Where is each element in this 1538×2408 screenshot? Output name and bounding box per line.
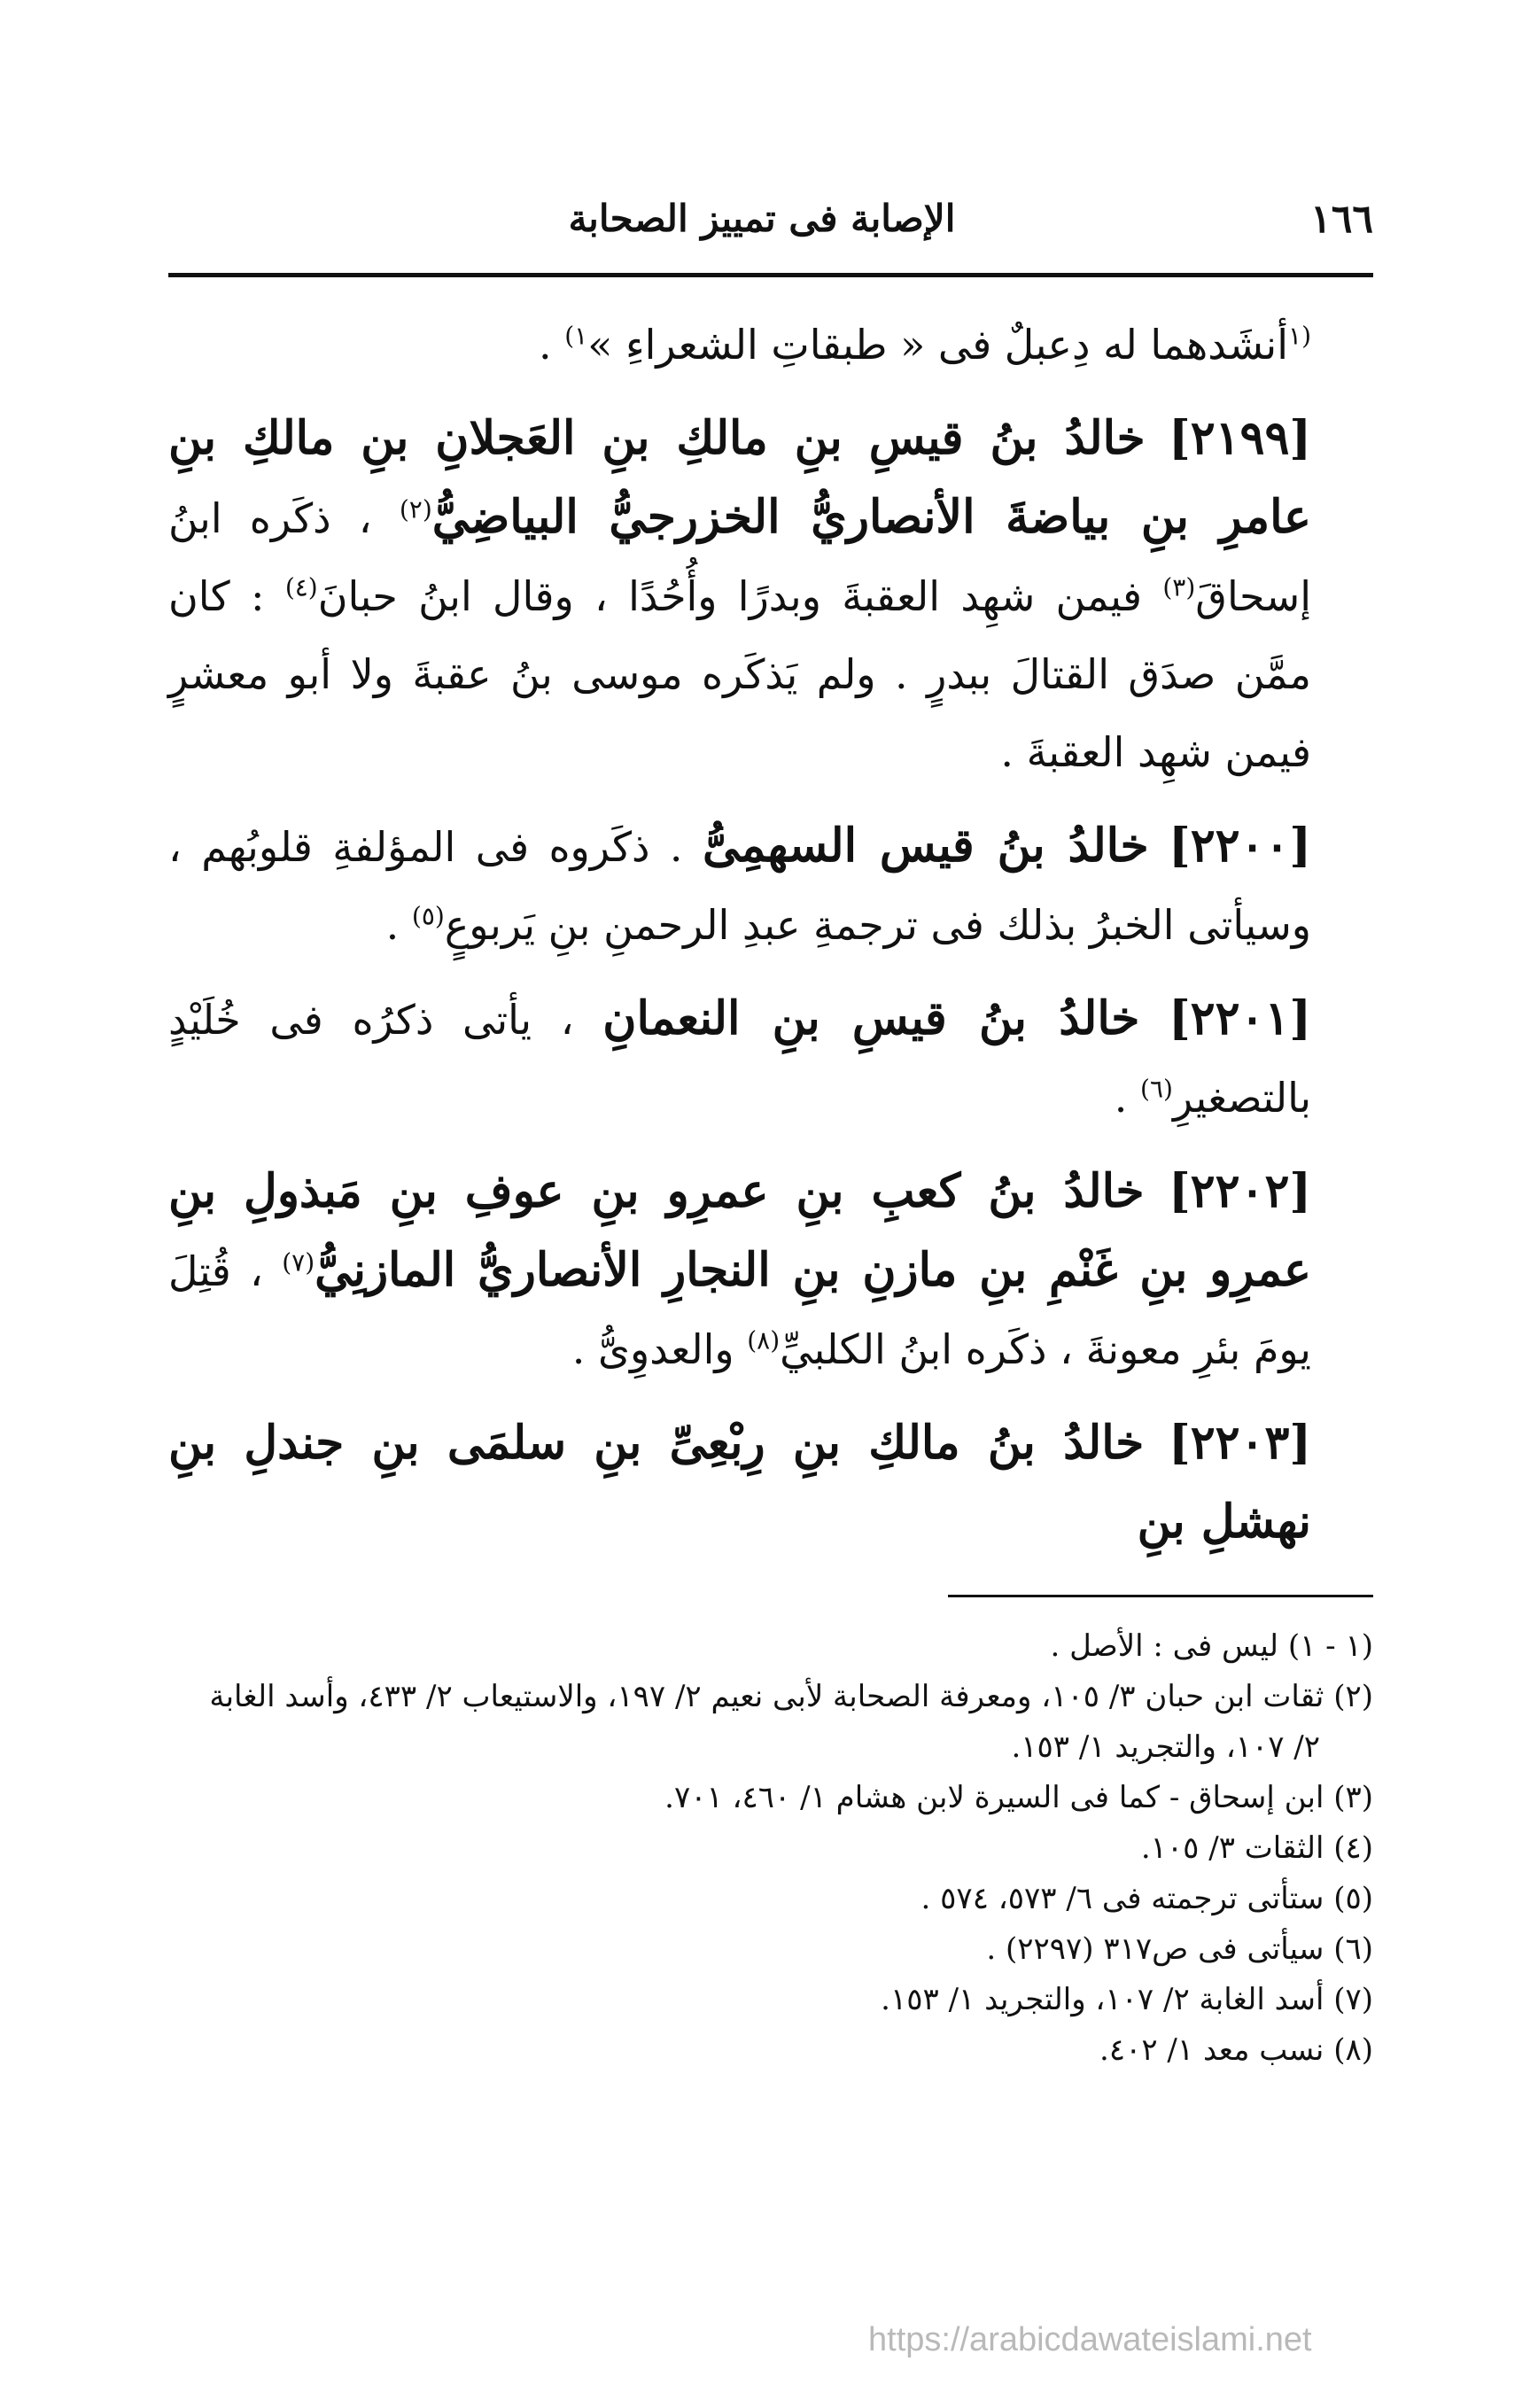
footnote-text: (٧) أسد الغابة ٢/ ١٠٧، والتجريد ١/ ١٥٣.: [881, 1982, 1373, 2017]
entry-text: والعدوِىُّ .: [571, 1325, 734, 1373]
entry-2203: [168, 1404, 1373, 1562]
footnote-ref-2: (٢): [399, 494, 432, 524]
paragraph-text: أنشَدهما له دِعبلٌ فى « طبقاتِ الشعراءِ »: [587, 321, 1289, 369]
entry-number: [٢١٩٩]: [1169, 411, 1312, 465]
entry-name: خالدُ بنُ قيسِ بنِ مالكِ بنِ العَجلانِ بنِ مالكِ بنِ عامرِ بنِ بياضةَ الأنصاريُّ الخزرجيُّ البياضِيُّ: [168, 411, 1311, 544]
footnote-6: [168, 1924, 1373, 1975]
footnote-text: (٤) الثقات ٣/ ١٠٥.: [1140, 1830, 1373, 1866]
footnote-text: (٥) ستأتى ترجمته فى ٦/ ٥٧٣، ٥٧٤ .: [920, 1881, 1373, 1916]
entry-2201: [168, 980, 1373, 1137]
footnote-4: [168, 1823, 1373, 1874]
page-number: ١٦٦: [1310, 197, 1373, 242]
footnote-text: (٢) ثقات ابن حبان ٣/ ١٠٥، ومعرفة الصحابة لأبى نعيم ٢/ ١٩٧، والاستيعاب ٢/ ٤٣٣، وأسد الغابة: [209, 1679, 1373, 1714]
entry-number: [٢٢٠٣]: [1169, 1416, 1312, 1470]
main-text: [168, 306, 1373, 1578]
footnote-ref-1-open: (١: [1288, 321, 1311, 351]
footnote-ref-8: (٨): [747, 1325, 781, 1355]
entry-name: خالدُ بنُ مالكِ بنِ رِبْعِىِّ بنِ سلمَى بنِ جندلِ بنِ نهشلِ بنِ: [168, 1416, 1311, 1549]
running-title: الإصابة فى تمييز الصحابة: [568, 197, 956, 240]
footnote-8: [168, 2025, 1373, 2076]
entry-name: خالدُ بنُ كعبِ بنِ عمرِو بنِ عوفِ بنِ مَبذولِ بنِ عمرِو بنِ غَنْمِ بنِ مازنِ بنِ النجارِ الأنصاريُّ المازنِيُّ: [168, 1164, 1311, 1297]
footnote-rule: [948, 1595, 1373, 1597]
entry-text: : كان ممَّن صدَق القتالَ ببدرٍ . ولم يَذكَره موسى بنُ عقبةَ ولا أبو معشرٍ فيمن شهِد العقبةَ .: [168, 572, 1311, 776]
footnote-text: (٣) ابن إسحاق - كما فى السيرة لابن هشام ١/ ٤٦٠، ٧٠١.: [664, 1780, 1373, 1815]
entry-end: .: [385, 901, 412, 949]
footnote-1: [168, 1621, 1373, 1672]
entry-text: ، ذكَره ابنُ إسحاقَ: [168, 494, 1311, 620]
footnote-continuation: ٢/ ١٠٧، والتجريد ١/ ١٥٣.: [1011, 1729, 1320, 1765]
footnote-ref-5: (٥): [411, 901, 445, 931]
paragraph-poem-attribution: [168, 306, 1373, 384]
footnote-ref-4: (٤): [284, 572, 318, 602]
entry-2200: [168, 807, 1373, 964]
entry-2199: [168, 400, 1373, 791]
watermark-url: https://arabicdawateislami.net: [868, 2321, 1312, 2358]
entry-number: [٢٢٠١]: [1169, 991, 1311, 1045]
footnote-3: [168, 1773, 1373, 1823]
paragraph-end: .: [538, 321, 565, 369]
footnote-2: [168, 1672, 1373, 1773]
footnote-text: (٨) نسب معد ١/ ٤٠٢.: [1099, 2032, 1373, 2068]
entry-number: [٢٢٠٢]: [1169, 1164, 1311, 1218]
entry-number: [٢٢٠٠]: [1169, 819, 1312, 873]
page-header: [168, 197, 1373, 259]
footnotes: [168, 1621, 1373, 2076]
entry-text: ، يأتى ذكرُه فى خُلَيْدٍ بالتصغيرِ: [168, 996, 1311, 1122]
entry-end: .: [1114, 1074, 1141, 1122]
entry-text: فيمن شهِد العقبةَ وبدرًا وأُحُدًا ، وقال ابنُ حبانَ: [317, 572, 1143, 620]
footnote-text: (١ - ١) ليس فى : الأصل .: [1050, 1628, 1373, 1664]
footnote-ref-1-close: ١): [564, 321, 588, 351]
entry-name: خالدُ بنُ قيسِ بنِ النعمانِ: [602, 991, 1140, 1045]
entry-2202: [168, 1153, 1373, 1388]
footnote-text: (٦) سيأتى فى ص٣١٧ (٢٢٩٧) .: [986, 1931, 1373, 1967]
entry-text: ، قُتِلَ يومَ بئرِ معونةَ ، ذكَره ابنُ الكلبيِّ: [168, 1247, 1311, 1373]
footnote-ref-6: (٦): [1140, 1074, 1173, 1104]
footnote-ref-3: (٣): [1162, 572, 1196, 602]
footnote-5: [168, 1874, 1373, 1924]
footnote-ref-7: (٧): [282, 1247, 315, 1278]
footnote-7: [168, 1975, 1373, 2025]
entry-text: . ذكَروه فى المؤلفةِ قلوبُهم ، وسيأتى الخبرُ بذلك فى ترجمةِ عبدِ الرحمنِ بنِ يَربوعٍ: [168, 823, 1311, 949]
header-rule: [168, 273, 1373, 277]
entry-name: خالدُ بنُ قيس السهمِىُّ: [702, 819, 1149, 873]
